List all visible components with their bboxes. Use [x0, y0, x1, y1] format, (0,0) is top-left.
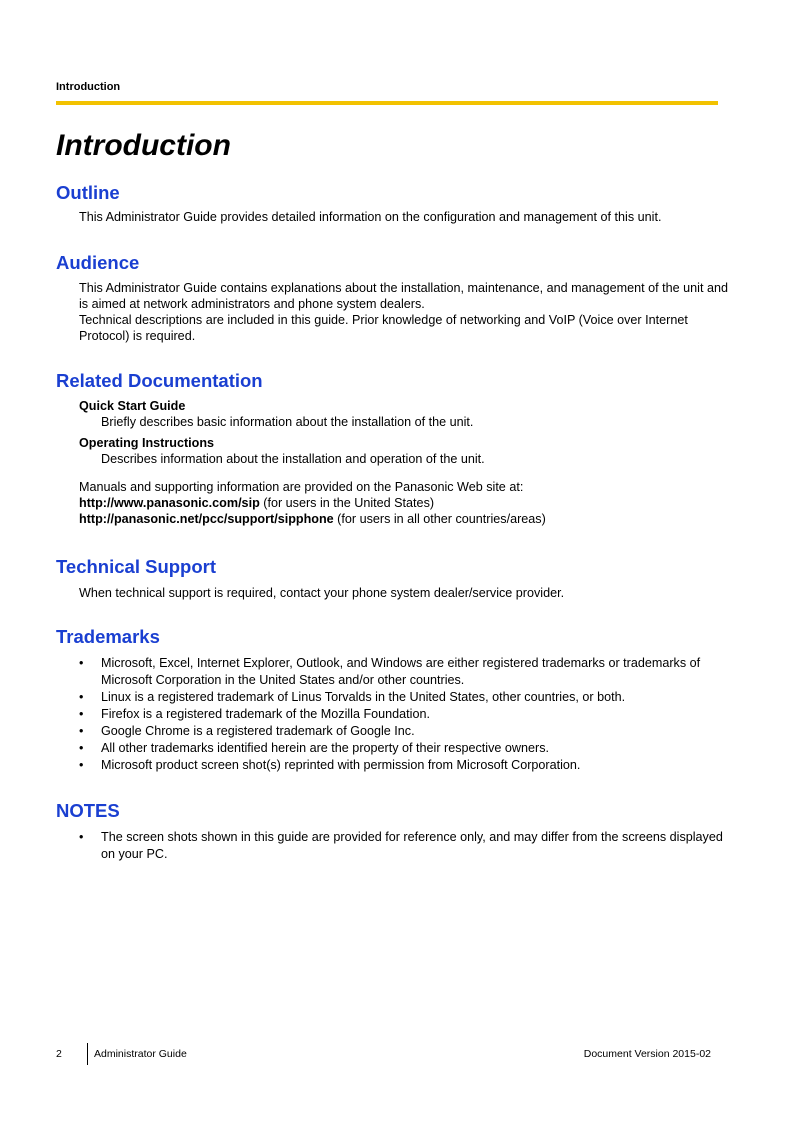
audience-section [56, 252, 736, 344]
technical-support-text: When technical support is required, contact your phone system dealer/service provider. [79, 586, 565, 600]
notes-list [56, 829, 736, 863]
footer-divider [87, 1043, 88, 1065]
link-panasonic-sip[interactable]: http://www.panasonic.com/sip [79, 496, 260, 510]
note-item: • The screen shots shown in this guide are provided for reference only, and may differ from the screens displayed on your PC. [79, 829, 736, 863]
trademarks-list [56, 655, 736, 774]
running-header: Introduction [56, 81, 121, 93]
manuals-intro: Manuals and supporting information are provided on the Panasonic Web site at: [79, 480, 524, 494]
related-documentation-heading: Related Documentation [56, 370, 263, 391]
footer-guide-name: Administrator Guide [94, 1048, 187, 1060]
page-number: 2 [56, 1048, 62, 1060]
trademark-item: • Linux is a registered trademark of Linus Torvalds in the United States, other countries, or both. [79, 689, 736, 706]
audience-paragraph-1: This Administrator Guide contains explanations about the installation, maintenance, and management of the unit and is aimed at network administrators and phone system dealers. [79, 281, 728, 311]
doc-title-quick-start: Quick Start Guide [79, 399, 186, 413]
trademark-item: • Firefox is a registered trademark of the Mozilla Foundation. [79, 706, 736, 723]
doc-title-operating-instructions: Operating Instructions [79, 436, 215, 450]
link-panasonic-sipphone[interactable]: http://panasonic.net/pcc/support/sipphone [79, 512, 334, 526]
outline-section [56, 182, 736, 225]
doc-desc-operating-instructions: Describes information about the installation and operation of the unit. [101, 452, 485, 466]
trademark-item: • All other trademarks identified herein are the property of their respective owners. [79, 740, 736, 757]
related-documentation-section [56, 370, 736, 527]
trademark-item: • Microsoft, Excel, Internet Explorer, Outlook, and Windows are either registered trademarks or trademarks of Microsoft Corporation in the United States and/or other countries. [79, 655, 736, 689]
outline-heading: Outline [56, 182, 120, 203]
page-title: Introduction [56, 129, 231, 162]
page-footer [56, 1043, 718, 1065]
technical-support-section [56, 556, 736, 601]
trademark-item: • Microsoft product screen shot(s) reprinted with permission from Microsoft Corporation. [79, 757, 736, 774]
link-note-us: (for users in the United States) [259, 496, 435, 510]
trademarks-section [56, 626, 736, 774]
doc-desc-quick-start: Briefly describes basic information about the installation of the unit. [101, 415, 474, 429]
footer-document-version: Document Version 2015-02 [583, 1048, 711, 1060]
trademarks-heading: Trademarks [56, 626, 160, 647]
trademark-item: • Google Chrome is a registered trademark of Google Inc. [79, 723, 736, 740]
link-line-other [79, 511, 736, 527]
outline-text: This Administrator Guide provides detailed information on the configuration and management of this unit. [79, 210, 662, 224]
notes-heading: NOTES [56, 800, 120, 821]
technical-support-heading: Technical Support [56, 556, 217, 577]
link-note-other: (for users in all other countries/areas) [333, 512, 546, 526]
link-line-us [79, 495, 736, 511]
audience-paragraph-2: Technical descriptions are included in this guide. Prior knowledge of networking and VoIP (Voice over Internet Protocol) is required. [79, 313, 688, 343]
audience-heading: Audience [56, 252, 140, 273]
header-rule [56, 101, 718, 105]
notes-section [56, 800, 736, 863]
